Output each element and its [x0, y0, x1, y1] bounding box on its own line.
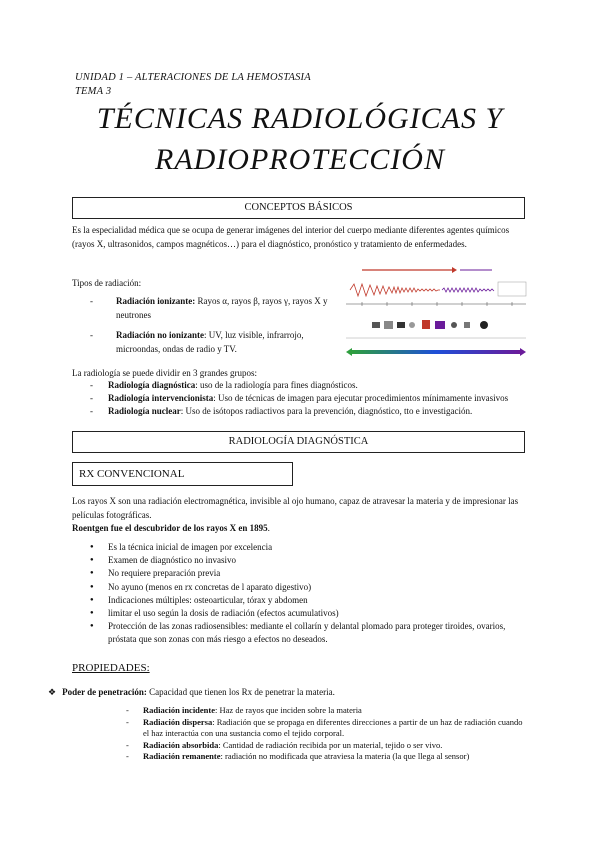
page-title-line1: TÉCNICAS RADIOLÓGICAS Y [96, 102, 504, 135]
topic-header: TEMA 3 [75, 86, 112, 97]
tipo-ionizante-bold: Radiación ionizante: [116, 296, 196, 306]
rx-discovery-bold: Roentgen fue el descubridor de los rayos X en 1895 [72, 523, 268, 533]
poder-text: Capacidad que tienen los Rx de penetrar la materia. [146, 687, 335, 697]
tipos-list [90, 294, 340, 356]
poder-dispersa-text: : Radiación que se propaga en diferentes direcciones a partir de un haz de radiación cuando el haz interactúa con una sustancia como el tejido corporal. [143, 716, 523, 738]
rx-bullet: ● Protección de las zonas radiosensibles: mediante el collarín y delantal plomado para proteger tiroides, ovarios, próstata que son zonas con más riesgo a efectos no deseados. [90, 620, 526, 646]
tipos-label: Tipos de radiación: [72, 278, 142, 288]
poder-incidente-bold: Radiación incidente [143, 705, 216, 715]
rx-discovery-end: . [267, 523, 270, 533]
tipo-ionizante-text: Rayos α, rayos β, rayos γ, rayos X y neutrones [116, 296, 328, 320]
grupo-nuclear-bold: Radiología nuclear [108, 406, 181, 416]
tipo-no-ionizante-text: : UV, luz visible, infrarrojo, microondas, ondas de radio y TV. [116, 330, 304, 354]
poder-bold: Poder de penetración: [62, 687, 147, 697]
grupos-list [90, 379, 530, 418]
poder-dispersa-bold: Radiación dispersa [143, 716, 213, 727]
rx-bullet: ● No requiere preparación previa [90, 567, 526, 580]
poder-penetracion [48, 685, 548, 699]
intro-paragraph: Es la especialidad médica que se ocupa de generar imágenes del interior del cuerpo mediante diferentes agentes químicos (rayos X, ultrasonidos, campos magnéticos…) para el diagnóstico, pronóstico y tratamiento de enfermedades. [72, 225, 510, 249]
rx-bullet-list [90, 541, 526, 647]
poder-item-dispersa [126, 717, 526, 740]
section-rx-convencional: RX CONVENCIONAL [72, 462, 293, 486]
tipo-no-ionizante-bold: Radiación no ionizante [116, 330, 205, 340]
page-title-line2: RADIOPROTECCIÓN [155, 143, 445, 176]
poder-remanente-bold: Radiación remanente [143, 751, 221, 761]
poder-absorbida-text: : Cantidad de radiación recibida por un material, tejido o ser vivo. [218, 739, 443, 750]
poder-incidente-text: : Haz de rayos que inciden sobre la materia [215, 705, 362, 715]
grupo-diagnostica [90, 379, 530, 392]
rx-bullet: ● limitar el uso según la dosis de radiación (efectos acumulativos) [90, 607, 526, 620]
grupos-label: La radiología se puede dividir en 3 grandes grupos: [72, 368, 257, 378]
diamond-bullet-icon: ❖ [48, 687, 57, 697]
grupo-intervencionista-bold: Radiología intervencionista [108, 393, 214, 403]
rx-paragraph: Los rayos X son una radiación electromagnética, invisible al ojo humano, capaz de atravesar la materia y de impresionar las películas fotográficas. [72, 496, 519, 520]
poder-list [126, 705, 526, 763]
rx-bullet: ● No ayuno (menos en rx concretas de l aparato digestivo) [90, 581, 526, 594]
tipo-item-no-ionizante [90, 328, 340, 356]
electromagnetic-spectrum-figure [342, 264, 530, 360]
spectrum-wave [350, 284, 440, 296]
spectrum-bottom-bar [352, 350, 520, 354]
section-radiologia-diagnostica: RADIOLOGÍA DIAGNÓSTICA [72, 431, 525, 453]
rx-discovery [72, 521, 270, 535]
grupo-intervencionista-text: : Uso de técnicas de imagen para ejecutar procedimientos mínimamente invasivos [213, 393, 509, 403]
propiedades-heading: PROPIEDADES: [72, 662, 150, 674]
poder-absorbida-bold: Radiación absorbida [143, 739, 219, 750]
rx-bullet: ● Examen de diagnóstico no invasivo [90, 554, 526, 567]
rx-bullet: ● Indicaciones múltiples: osteoarticular, tórax y abdomen [90, 594, 526, 607]
poder-item-incidente [126, 705, 526, 717]
grupo-nuclear-text: : Uso de isótopos radiactivos para la prevención, diagnóstico, tto e investigación. [180, 406, 473, 416]
poder-item-absorbida [126, 740, 526, 752]
poder-item-remanente [126, 751, 526, 763]
grupo-diagnostica-text: : uso de la radiología para fines diagnósticos. [195, 380, 358, 390]
tipo-item-ionizante [90, 294, 340, 322]
rx-bullet: ● Es la técnica inicial de imagen por excelencia [90, 541, 526, 554]
grupo-nuclear [90, 405, 530, 418]
section-conceptos-basicos: CONCEPTOS BÁSICOS [72, 197, 525, 219]
grupo-diagnostica-bold: Radiología diagnóstica [108, 380, 196, 390]
unit-header: UNIDAD 1 – ALTERACIONES DE LA HEMOSTASIA [75, 72, 311, 83]
poder-remanente-text: : radiación no modificada que atraviesa la materia (la que llega al sensor) [220, 751, 470, 761]
spectrum-source-icons [372, 320, 488, 329]
grupo-intervencionista [90, 392, 530, 405]
